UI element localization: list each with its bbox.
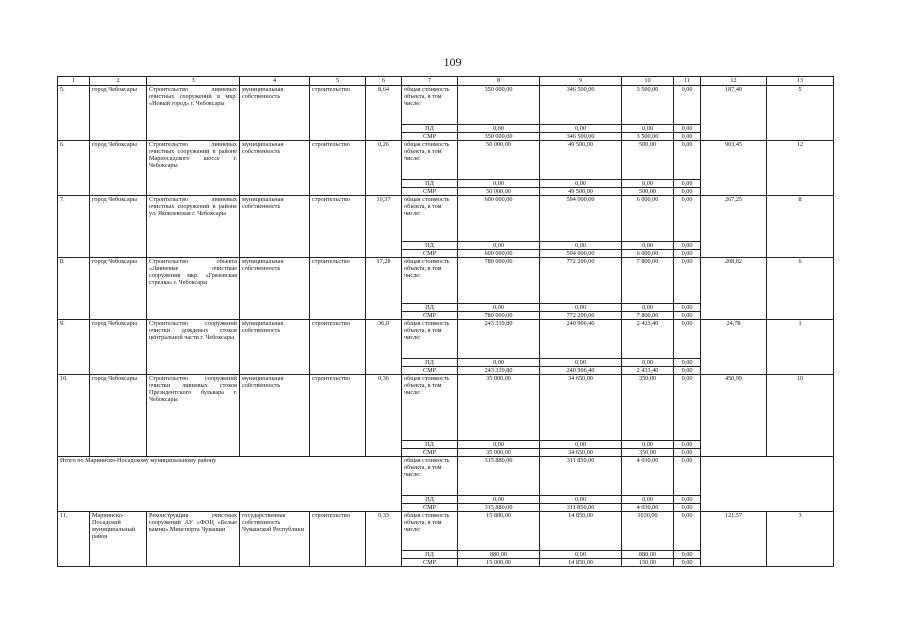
pd-value: 0,00 (674, 551, 701, 559)
total-value: 2 433,40 (622, 320, 674, 359)
col13-value: 6 (767, 258, 834, 320)
column-number: 7 (402, 77, 458, 86)
smr-value: 35 000,00 (458, 449, 540, 457)
pd-value: 0,00 (622, 496, 674, 504)
smr-value: 6 000,00 (622, 250, 674, 258)
capacity: 8,64 (366, 86, 402, 141)
pd-value: 880,00 (458, 551, 540, 559)
pd-label: ПД (402, 180, 458, 188)
total-value: 350 000,00 (458, 86, 540, 125)
pd-value: 0,00 (622, 359, 674, 367)
activity-type: строительство (310, 258, 366, 320)
total-value: 780 000,00 (458, 258, 540, 304)
cost-label: общая стоимость объекта, в том числе: (402, 86, 458, 125)
pd-value: 0,00 (674, 242, 701, 250)
smr-label: СМР (402, 449, 458, 457)
total-value: 7 800,00 (622, 258, 674, 304)
smr-value: 243 339,80 (458, 367, 540, 375)
pd-value: 0,00 (622, 441, 674, 449)
capacity: 10,37 (366, 196, 402, 258)
pd-value: 0,00 (458, 496, 540, 504)
smr-value: 50 000,00 (458, 188, 540, 196)
object-name: Реконструкция очистных сооружений АУ «ФОЦ «Белые камни» Минспорта Чувашии (147, 512, 240, 567)
locality: город Чебоксары (90, 196, 147, 258)
table-row (58, 141, 834, 180)
smr-value: 0,00 (674, 250, 701, 258)
pd-label: ПД (402, 125, 458, 133)
capacity: 0,26 (366, 141, 402, 196)
pd-value: 0,00 (540, 496, 622, 504)
column-number: 9 (540, 77, 622, 86)
cost-label: общая стоимость объекта, в том числе: (402, 141, 458, 180)
pd-value: 0,00 (674, 441, 701, 449)
col12-value: 24,78 (701, 320, 767, 375)
smr-label: СМР (402, 133, 458, 141)
pd-value: 0,00 (458, 441, 540, 449)
smr-value: 346 500,00 (540, 133, 622, 141)
smr-value: 4 030,00 (622, 504, 674, 512)
pd-label: ПД (402, 242, 458, 250)
total-value: 50 000,00 (458, 141, 540, 180)
smr-value: 594 000,00 (540, 250, 622, 258)
col12-value: 450,99 (701, 375, 767, 457)
pd-value: 0,00 (674, 359, 701, 367)
smr-value: 7 800,00 (622, 312, 674, 320)
object-name: Строительство объекта «Ливневые очистные сооружения мкр. «Грязевская стрелка» г. Чебоксары (147, 258, 240, 320)
col13-value: 3 (767, 512, 834, 567)
smr-value: 3 500,00 (622, 133, 674, 141)
cost-label: общая стоимость объекта, в том числе: (402, 258, 458, 304)
smr-label: СМР (402, 312, 458, 320)
smr-label: СМР (402, 367, 458, 375)
column-number: 12 (701, 77, 767, 86)
total-value: 0,00 (674, 512, 701, 551)
object-name: Строительство сооружений очистки дождевых стоков центральной части г. Чебоксары (147, 320, 240, 375)
row-number: 5. (58, 86, 90, 141)
capacity: 17,28 (366, 258, 402, 320)
row-number: 10. (58, 375, 90, 457)
total-value: 1030,00 (622, 512, 674, 551)
pd-value: 0,00 (622, 242, 674, 250)
smr-value: 0,00 (674, 367, 701, 375)
total-value: 772 200,00 (540, 258, 622, 304)
total-value: 3 500,00 (622, 86, 674, 125)
smr-value: 0,00 (674, 312, 701, 320)
activity-type: строительство (310, 196, 366, 258)
locality: город Чебоксары (90, 320, 147, 375)
activity-type: строительство (310, 512, 366, 567)
smr-value: 0,00 (674, 559, 701, 567)
col13-value: 12 (767, 141, 834, 196)
smr-value: 14 850,00 (540, 559, 622, 567)
pd-value: 0,00 (674, 496, 701, 504)
col12-value: 187,40 (701, 86, 767, 141)
row-number: 8. (58, 258, 90, 320)
table-row (58, 258, 834, 304)
total-value: 0,00 (674, 320, 701, 359)
ownership: муниципальная собственность (240, 320, 310, 375)
total-value: 49 500,00 (540, 141, 622, 180)
smr-value: 150,00 (622, 559, 674, 567)
locality: город Чебоксары (90, 258, 147, 320)
object-name: Строительство ливневых очистных сооружений в районе Марпосадского шоссе г. Чебоксары (147, 141, 240, 196)
column-number: 6 (366, 77, 402, 86)
pd-value: 880,00 (622, 551, 674, 559)
table-row (58, 86, 834, 125)
col13-value: 5 (767, 86, 834, 141)
pd-value: 0,00 (458, 180, 540, 188)
pd-label: ПД (402, 551, 458, 559)
capacity: 36,0 (366, 320, 402, 375)
cost-label: общая стоимость объекта, в том числе: (402, 512, 458, 551)
smr-value: 600 000,00 (458, 250, 540, 258)
subtotal-label: Итого по Мариинско-Посадскому муниципальному району (58, 457, 402, 512)
activity-type: строительство (310, 141, 366, 196)
cost-label: общая стоимость объекта, в том числе: (402, 320, 458, 359)
column-number: 8 (458, 77, 540, 86)
pd-value: 0,00 (540, 304, 622, 312)
total-value: 350,00 (622, 375, 674, 441)
pd-value: 0,00 (622, 304, 674, 312)
pd-value: 0,00 (540, 441, 622, 449)
smr-value: 315 880,00 (458, 504, 540, 512)
pd-value: 0,00 (540, 125, 622, 133)
total-value: 34 650,00 (540, 375, 622, 441)
smr-value: 15 000,00 (458, 559, 540, 567)
total-value: 4 030,00 (622, 457, 674, 496)
col12-value: 208,82 (701, 258, 767, 320)
col12-value: 121,57 (701, 512, 767, 567)
col13-value: 1 (767, 320, 834, 375)
total-value: 0,00 (674, 141, 701, 180)
row-number: 9. (58, 320, 90, 375)
page-number: 109 (443, 55, 462, 69)
col12-value: 903,45 (701, 141, 767, 196)
pd-value: 0,00 (458, 242, 540, 250)
ownership: муниципальная собственность (240, 196, 310, 258)
smr-value: 780 000,00 (458, 312, 540, 320)
pd-value: 0,00 (622, 125, 674, 133)
locality: город Чебоксары (90, 86, 147, 141)
row-number: 6. (58, 141, 90, 196)
row-number: 11. (58, 512, 90, 567)
empty-cell (701, 457, 834, 512)
col12-value: 267,25 (701, 196, 767, 258)
activity-type: строительство (310, 86, 366, 141)
ownership: муниципальная собственность (240, 375, 310, 457)
capacity: 0,33 (366, 512, 402, 567)
table-row (58, 375, 834, 441)
smr-value: 2 433,40 (622, 367, 674, 375)
smr-label: СМР (402, 504, 458, 512)
total-value: 0,00 (674, 375, 701, 441)
capacity: 0,36 (366, 375, 402, 457)
total-value: 15 880,00 (458, 512, 540, 551)
table-row (58, 512, 834, 551)
smr-value: 772 200,00 (540, 312, 622, 320)
ownership: муниципальная собственность (240, 258, 310, 320)
object-name: Строительство ливневых очистных сооружений в мкр. «Новый город» г. Чебоксары (147, 86, 240, 141)
column-number: 3 (147, 77, 240, 86)
ownership: государственная собственность Чувашской Республики (240, 512, 310, 567)
total-value: 315 880,00 (458, 457, 540, 496)
column-number: 10 (622, 77, 674, 86)
subtotal-row (58, 457, 834, 496)
pd-value: 0,00 (674, 304, 701, 312)
cost-label: общая стоимость объекта, в том числе: (402, 375, 458, 441)
smr-label: СМР (402, 559, 458, 567)
object-name: Строительство сооружений очистки ливневых стоков Президентского бульвара г. Чебоксары (147, 375, 240, 457)
total-value: 346 500,00 (540, 86, 622, 125)
pd-label: ПД (402, 359, 458, 367)
total-value: 14 850,00 (540, 512, 622, 551)
total-value: 240 906,40 (540, 320, 622, 359)
pd-value: 0,00 (458, 304, 540, 312)
row-number: 7. (58, 196, 90, 258)
smr-value: 34 650,00 (540, 449, 622, 457)
total-value: 243 339,80 (458, 320, 540, 359)
total-value: 0,00 (674, 258, 701, 304)
smr-value: 0,00 (674, 504, 701, 512)
pd-value: 0,00 (622, 180, 674, 188)
pd-label: ПД (402, 441, 458, 449)
object-name: Строительство ливневых очистных сооружений в районе ул. Яковлевская г. Чебоксары (147, 196, 240, 258)
cost-label: общая стоимость объекта, в том числе: (402, 457, 458, 496)
col13-value: 10 (767, 375, 834, 457)
smr-value: 49 500,00 (540, 188, 622, 196)
ownership: муниципальная собственность (240, 141, 310, 196)
smr-value: 240 906,40 (540, 367, 622, 375)
pd-value: 0,00 (540, 551, 622, 559)
column-number: 11 (674, 77, 701, 86)
column-number: 5 (310, 77, 366, 86)
smr-value: 0,00 (674, 449, 701, 457)
smr-value: 500,00 (622, 188, 674, 196)
pd-value: 0,00 (458, 125, 540, 133)
column-number-row (58, 77, 834, 86)
investment-table (57, 76, 834, 567)
smr-value: 350,00 (622, 449, 674, 457)
smr-value: 350 000,00 (458, 133, 540, 141)
locality: Мариинско-Посадский муниципальный район (90, 512, 147, 567)
total-value: 6 000,00 (622, 196, 674, 242)
ownership: муниципальная собственность (240, 86, 310, 141)
col13-value: 8 (767, 196, 834, 258)
pd-value: 0,00 (458, 359, 540, 367)
column-number: 1 (58, 77, 90, 86)
total-value: 500,00 (622, 141, 674, 180)
total-value: 35 000,00 (458, 375, 540, 441)
smr-value: 311 850,00 (540, 504, 622, 512)
pd-value: 0,00 (540, 359, 622, 367)
table-row (58, 320, 834, 359)
cost-label: общая стоимость объекта, в том числе: (402, 196, 458, 242)
pd-value: 0,00 (540, 180, 622, 188)
smr-label: СМР (402, 188, 458, 196)
total-value: 600 000,00 (458, 196, 540, 242)
total-value: 0,00 (674, 457, 701, 496)
total-value: 311 850,00 (540, 457, 622, 496)
pd-label: ПД (402, 496, 458, 504)
activity-type: строительство (310, 320, 366, 375)
pd-label: ПД (402, 304, 458, 312)
smr-label: СМР (402, 250, 458, 258)
total-value: 0,00 (674, 86, 701, 125)
locality: город Чебоксары (90, 141, 147, 196)
smr-value: 0,00 (674, 133, 701, 141)
column-number: 2 (90, 77, 147, 86)
table-row (58, 196, 834, 242)
smr-value: 0,00 (674, 188, 701, 196)
pd-value: 0,00 (674, 125, 701, 133)
total-value: 594 000,00 (540, 196, 622, 242)
pd-value: 0,00 (674, 180, 701, 188)
activity-type: строительство (310, 375, 366, 457)
column-number: 13 (767, 77, 834, 86)
locality: город Чебоксары (90, 375, 147, 457)
column-number: 4 (240, 77, 310, 86)
pd-value: 0,00 (540, 242, 622, 250)
total-value: 0,00 (674, 196, 701, 242)
